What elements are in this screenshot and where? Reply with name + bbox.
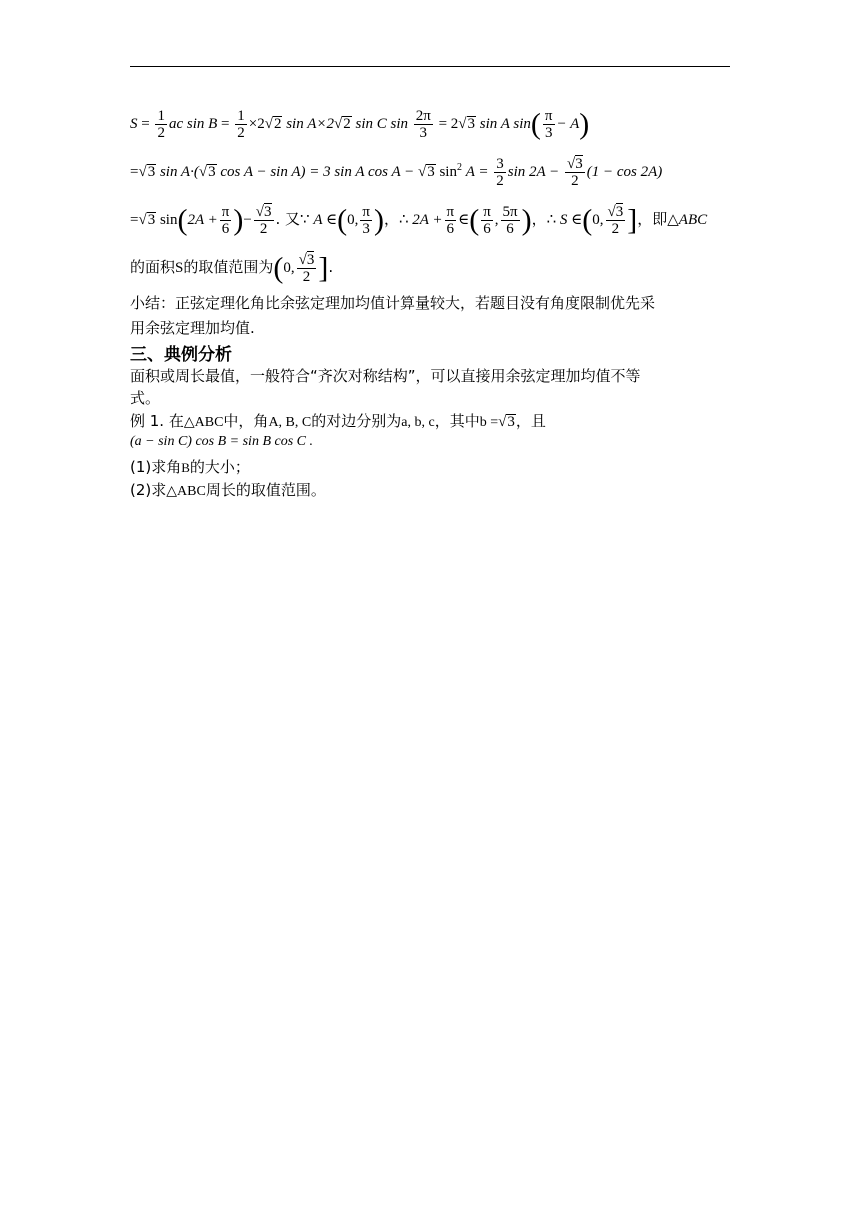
sqrt-two: √2 <box>264 115 282 132</box>
example-statement: 例 1. 在△ABC中，角A, B, C的对边分别为a, b, c，其中b =√3，且 <box>130 412 546 430</box>
equation-area-simplification: =√3 sin A·(√3 cos A − sin A) = 3 sin A cos A − √3 $\sin^2 A$ = $\frac{3}{2}$ sin 2A − $\frac{√3}{2}$ (1 − cos 2A) <box>130 156 663 189</box>
question-1: (1)求角B的大小； <box>130 458 250 476</box>
area-range-conclusion: 的面积S的取值范围为(0, $\frac{√3}{2}$ ]. <box>130 251 334 285</box>
equation-area-expansion: S = $\frac{1}{2}$ ac sin B = $\frac{1}{2}$ ×2√2 sin A×2√2 sin C sin $\frac{2\pi}{3}$ = 2√3 sin A sin( $\frac{\pi}{3}$ − A) <box>130 107 590 141</box>
fraction-half: $\frac{1}{2}$ <box>237 108 245 141</box>
fraction-half: $\frac{1}{2}$ <box>157 108 165 141</box>
summary-line-1: 小结：正弦定理化角比余弦定理加均值计算量较大，若题目没有角度限制优先采 <box>130 294 656 312</box>
sqrt-three: √3 <box>458 115 476 132</box>
fraction-pi-over-3: $\frac{\pi}{3}$ <box>544 108 553 141</box>
example-condition: (a − sin C) cos B = sin B cos C . <box>130 434 313 449</box>
header-rule <box>130 66 730 67</box>
summary-line-2: 用余弦定理加均值. <box>130 319 255 337</box>
sqrt-two: √2 <box>334 115 351 132</box>
intro-line-1: 面积或周长最值，一般符合“齐次对称结构”，可以直接用余弦定理加均值不等 <box>130 367 641 385</box>
question-2: (2)求△ABC周长的取值范围。 <box>130 481 326 499</box>
equation-range-derivation: =√3 sin(2A + $\frac{\pi}{6}$ )− $\frac{√3}{2}$ . 又∵ A ∈(0, $\frac{\pi}{3}$ )，∴ 2A + $\frac{\pi}{6}$ ∈( $\frac{\pi}{6}$ , $\frac{5\pi}{6}$ )，∴ S ∈(0, $\frac{√3}{2}$ ]，即△ABC <box>130 203 708 237</box>
fraction-2pi-over-3: $\frac{2\pi}{3}$ <box>415 108 431 141</box>
intro-line-2: 式。 <box>130 389 161 407</box>
section-title: 三、典例分析 <box>130 345 232 365</box>
